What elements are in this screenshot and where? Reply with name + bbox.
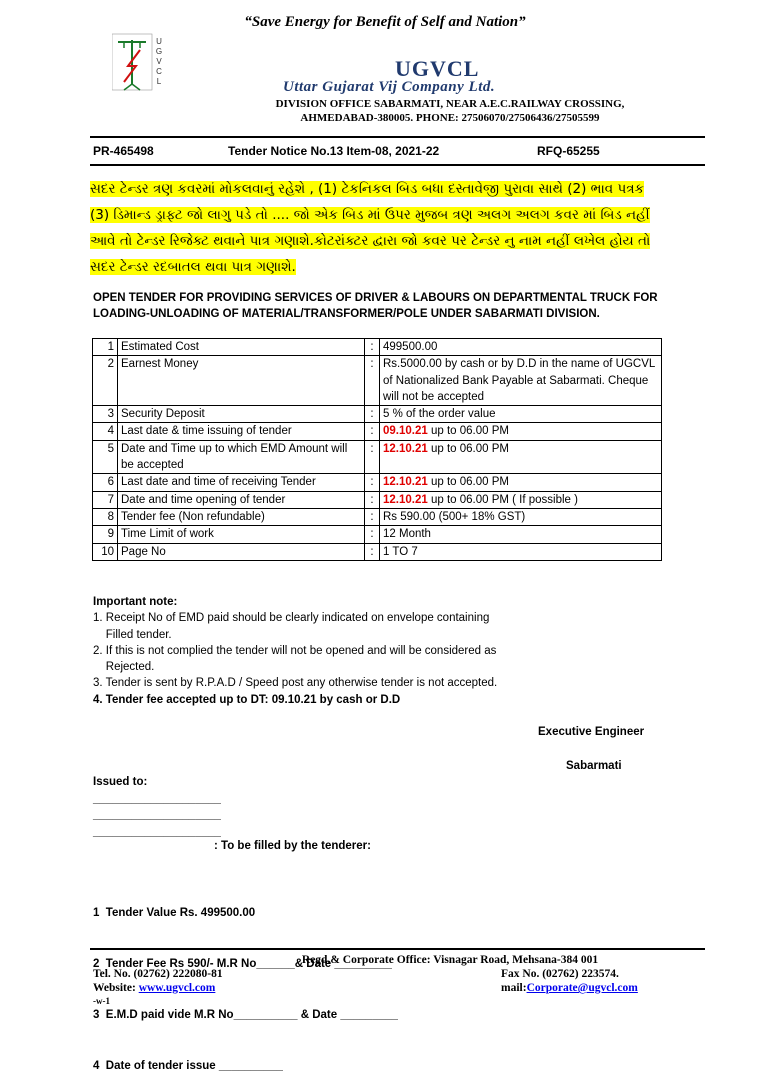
row-item: Last date & time issuing of tender [118,423,365,440]
company-short-name: UGVCL [395,56,480,81]
row-item: Security Deposit [118,406,365,423]
row-number: 7 [93,491,118,508]
row-item: Earnest Money [118,356,365,406]
row-colon: : [365,526,380,543]
page-mark: -w-1 [93,996,110,1006]
row-value [380,526,662,543]
row-value-text: up to 06.00 PM [427,442,509,455]
important-heading: Important note: [93,596,178,608]
slogan: “Save Energy for Benefit of Self and Nation” [244,14,526,30]
row-item: Tender fee (Non refundable) [118,508,365,525]
row-value-text: Rs.5000.00 by cash or by D.D in the name of UGCVL of Nationalized Bank Payable at Sabarmati. Cheque will not be accepted [383,358,655,403]
table-row [93,508,662,525]
svg-text:C: C [156,67,162,76]
note-line: Filled tender. [93,628,172,641]
row-colon: : [365,543,380,560]
row-number: 8 [93,508,118,525]
svg-text:U: U [156,37,162,46]
row-value-text: 1 TO 7 [383,545,418,558]
row-value-text: 5 % of the order value [383,408,496,421]
address-line-1: DIVISION OFFICE SABARMATI, NEAR A.E.C.RAILWAY CROSSING, [275,98,625,110]
tender-title [93,290,713,322]
important-notes [93,594,497,708]
row-item: Estimated Cost [118,339,365,356]
tenderer-field: 1 Tender Value Rs. 499500.00 [93,907,256,919]
tender-title-line-2: LOADING-UNLOADING OF MATERIAL/TRANSFORMER/POLE UNDER SABARMATI DIVISION. [93,308,600,320]
tender-title-line-1: OPEN TENDER FOR PROVIDING SERVICES OF DRIVER & LABOURS ON DEPARTMENTAL TRUCK FOR [93,292,658,304]
signature-place: Sabarmati [566,760,622,772]
row-date-highlight: 12.10.21 [383,493,428,506]
row-value [380,356,662,406]
issued-to [93,774,221,840]
row-colon: : [365,356,380,406]
row-colon: : [365,406,380,423]
issued-blank-line: ____________________ [93,825,221,838]
row-item: Date and Time up to which EMD Amount will be accepted [118,440,365,474]
svg-text:L: L [156,77,162,86]
row-item: Page No [118,543,365,560]
table-row [93,339,662,356]
row-colon: : [365,491,380,508]
note-line-bold: 4. Tender fee accepted up to DT: 09.10.21 by cash or D.D [93,693,401,706]
table-row [93,423,662,440]
row-value [380,491,662,508]
ugvcl-logo [112,32,172,96]
reference-divider [90,164,705,166]
row-number: 9 [93,526,118,543]
fill-by-tenderer-note: : To be filled by the tenderer: [214,840,371,852]
note-line: Rejected. [93,661,155,674]
address-line-2: AHMEDABAD-380005. PHONE: 27506070/27506436/27505599 [300,112,600,124]
row-value [380,423,662,440]
row-value-text: 499500.00 [383,341,438,353]
issued-blank-line: ____________________ [93,809,221,821]
row-value-text: up to 06.00 PM ( If possible ) [427,493,578,506]
row-value [380,339,662,356]
row-colon: : [365,508,380,525]
website-link[interactable]: www.ugvcl.com [138,982,216,994]
row-colon: : [365,339,380,356]
footer-office: Regd.& Corporate Office: Visnagar Road, Mehsana-384 001 [301,954,599,966]
row-item: Last date and time of receiving Tender [118,474,365,491]
gujarati-instructions [90,176,710,280]
mail-label: mail: [501,982,527,994]
row-date-highlight: 09.10.21 [383,425,428,438]
row-value [380,543,662,560]
row-item: Time Limit of work [118,526,365,543]
row-value-text: up to 06.00 PM [427,425,509,438]
footer-fax: Fax No. (02762) 223574. [501,968,619,980]
row-value-text: up to 06.00 PM [427,476,509,489]
row-number: 5 [93,440,118,474]
signature-designation: Executive Engineer [538,726,645,738]
table-row [93,526,662,543]
footer-divider [90,948,705,950]
footer-mail [501,982,638,994]
company-full-name: Uttar Gujarat Vij Company Ltd. [283,79,496,95]
tender-details-table [92,338,662,561]
footer-website [93,982,215,994]
header-divider [90,136,705,138]
row-number: 2 [93,356,118,406]
row-colon: : [365,423,380,440]
tenderer-field: 2 Tender Fee Rs 590/- M.R No______& Date _________ [93,958,392,970]
row-value-text: Rs 590.00 (500+ 18% GST) [383,510,526,523]
table-row [93,406,662,423]
table-row [93,440,662,474]
note-line: 3. Tender is sent by R.P.A.D / Speed post any otherwise tender is not accepted. [93,677,498,690]
footer-tel: Tel. No. (02762) 222080-81 [93,968,223,980]
row-value [380,508,662,525]
tenderer-field: 4 Date of tender issue __________ [93,1060,283,1072]
row-number: 10 [93,543,118,560]
pr-number: PR-465498 [93,144,154,158]
row-value [380,406,662,423]
tender-notice-number: Tender Notice No.13 Item-08, 2021-22 [228,144,440,158]
row-date-highlight: 12.10.21 [383,476,428,489]
row-value [380,474,662,491]
note-line: 1. Receipt No of EMD paid should be clearly indicated on envelope containing [93,612,490,625]
issued-blank-line: ____________________ [93,792,221,805]
table-row [93,474,662,491]
table-row [93,356,662,406]
tenderer-field: 3 E.M.D paid vide M.R No__________ & Date _________ [93,1009,398,1021]
table-row [93,543,662,560]
row-number: 4 [93,423,118,440]
gujarati-line-4: સદર ટેન્ડર રદબાતલ થવા પાત્ર ગણાશે. [90,259,296,275]
svg-text:G: G [155,47,163,56]
table-row [93,491,662,508]
row-colon: : [365,440,380,474]
gujarati-line-2: (3) ડિમાન્ડ ડ્રાફ્ટ જો લાગુ પડે તો .... જો એક બિડ માં ઉપર મુજબ ત્રણ અલગ અલગ કવર માં બિડ નહીં [90,207,650,223]
row-value-text: 12 Month [383,528,431,541]
issued-label: Issued to: [93,776,148,788]
note-line: 2. If this is not complied the tender will not be opened and will be considered as [93,644,497,657]
row-colon: : [365,474,380,491]
gujarati-line-1: સદર ટેન્ડર ત્રણ કવરમાં મોકલવાનું રહેશે , (1) ટેકનિકલ બિડ બધા દસ્તાવેજી પુરાવા સાથે (2) ભાવ પત્રક [90,181,645,197]
website-label: Website: [93,982,139,994]
svg-text:V: V [156,57,162,66]
row-value [380,440,662,474]
gujarati-line-3: આવે તો ટેન્ડર રિજેક્ટ થવાને પાત્ર ગણાશે.કોટરાંક્ટર દ્વારા જો કવર પર ટેન્ડર નુ નામ નહીં લખેલ હોય તો [90,233,651,249]
rfq-number: RFQ-65255 [537,144,600,158]
row-date-highlight: 12.10.21 [383,442,428,455]
row-number: 1 [93,339,118,356]
row-number: 3 [93,406,118,423]
row-item: Date and time opening of tender [118,491,365,508]
row-number: 6 [93,474,118,491]
mail-link[interactable]: Corporate@ugvcl.com [526,982,638,994]
